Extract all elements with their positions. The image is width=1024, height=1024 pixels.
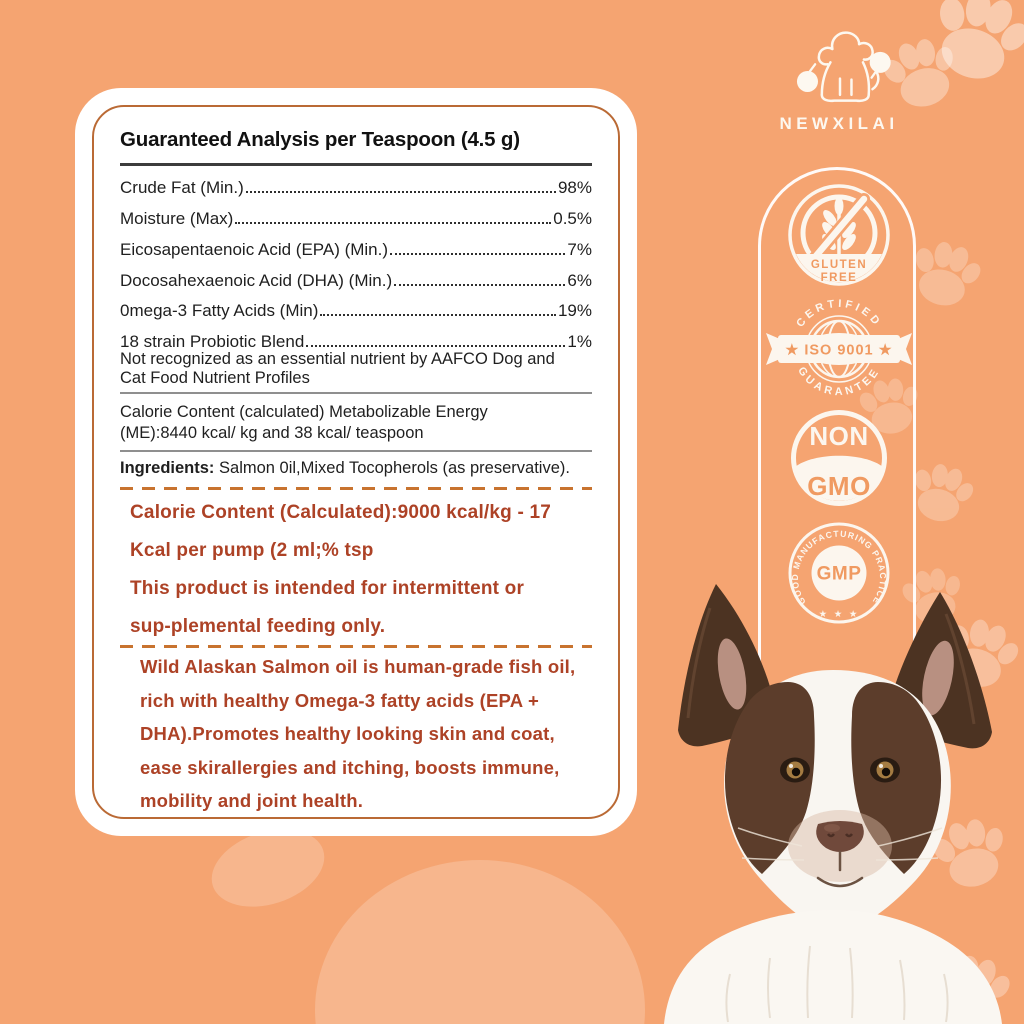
iso-arc-bottom-label: GUARANTEE	[795, 364, 883, 399]
ingredients-label: Ingredients:	[120, 459, 215, 477]
gluten-free-badge	[769, 170, 909, 310]
ingredients-line	[120, 459, 592, 478]
brand-name: NEWXILAI	[779, 114, 899, 133]
panel-title: Guaranteed Analysis per Teaspoon (4.5 g)	[120, 128, 520, 151]
aafco-footnote: Not recognized as an essential nutrient by AAFCO Dog and Cat Food Nutrient Profiles	[120, 350, 555, 387]
table-row: Eicosapentaenoic Acid (EPA) (Min.) 7%	[120, 239, 592, 259]
svg-text:CERTIFIED	[794, 298, 884, 330]
svg-text:FREE: FREE	[820, 272, 858, 284]
table-row: 0mega-3 Fatty Acids (Min) 19%	[120, 301, 592, 321]
non-label: NON	[809, 421, 869, 451]
highlight-line: sup-plemental feeding only.	[130, 616, 386, 637]
leader-dots	[306, 345, 565, 347]
leader-dots	[320, 314, 556, 316]
divider-rule	[120, 450, 592, 452]
dashed-divider	[120, 645, 592, 648]
table-row: 18 strain Probiotic Blend 1%	[120, 332, 592, 352]
leader-dots	[235, 222, 551, 224]
table-row: Moisture (Max) 0.5%	[120, 208, 592, 228]
highlight-line: Calorie Content (Calculated):9000 kcal/kg - 17	[130, 502, 551, 523]
leader-dots	[390, 253, 565, 255]
puppy-photo	[650, 578, 1016, 1024]
iso-9001-badge	[764, 291, 914, 415]
gmo-label: GMO	[807, 471, 871, 501]
dashed-divider	[120, 487, 592, 490]
dog-chest	[664, 910, 1002, 1024]
highlight-line: This product is intended for intermittent or	[130, 578, 525, 599]
ingredients-value: Salmon 0il,Mixed Tocopherols (as preservative).	[214, 459, 570, 477]
gmp-center-label: GMP	[816, 563, 862, 585]
title-rule	[120, 163, 592, 166]
description-line: ease skirallergies and itching, boosts immune,	[140, 756, 560, 778]
guaranteed-analysis-panel	[75, 88, 637, 836]
paw-pad-watermark	[315, 860, 645, 1024]
table-row: Crude Fat (Min.) 98%	[120, 177, 592, 197]
highlight-line: Kcal per pump (2 ml;% tsp	[130, 540, 374, 561]
iso-banner-label: ★ ISO 9001 ★	[785, 342, 893, 359]
gmp-stars: ★ ★ ★	[818, 609, 860, 620]
table-row: Docosahexaenoic Acid (DHA) (Min.) 6%	[120, 270, 592, 290]
description-line: Wild Alaskan Salmon oil is human-grade fish oil,	[140, 656, 576, 677]
dog-logo-icon	[782, 26, 898, 114]
analysis-table	[120, 170, 592, 355]
calorie-note: Calorie Content (calculated) Metabolizable Energy (ME):8440 kcal/ kg and 38 kcal/ teaspoon	[120, 403, 488, 442]
leader-dots	[246, 191, 556, 193]
product-description-block	[140, 650, 632, 818]
divider-rule	[120, 392, 592, 394]
calorie-highlight-block	[130, 494, 627, 646]
gluten-free-label: GLUTEN	[810, 259, 868, 271]
leader-dots	[394, 284, 565, 286]
description-line: rich with healthy Omega-3 fatty acids (EPA +	[140, 689, 539, 711]
non-gmo-badge	[784, 403, 894, 513]
iso-arc-top-label: CERTIFIED	[794, 297, 884, 330]
description-line: mobility and joint health.	[140, 790, 364, 812]
gmp-arc-label: GOOD MANUFACTURING PRACTICE	[789, 528, 889, 607]
description-line: DHA).Promotes healthy looking skin and coat,	[140, 723, 555, 745]
